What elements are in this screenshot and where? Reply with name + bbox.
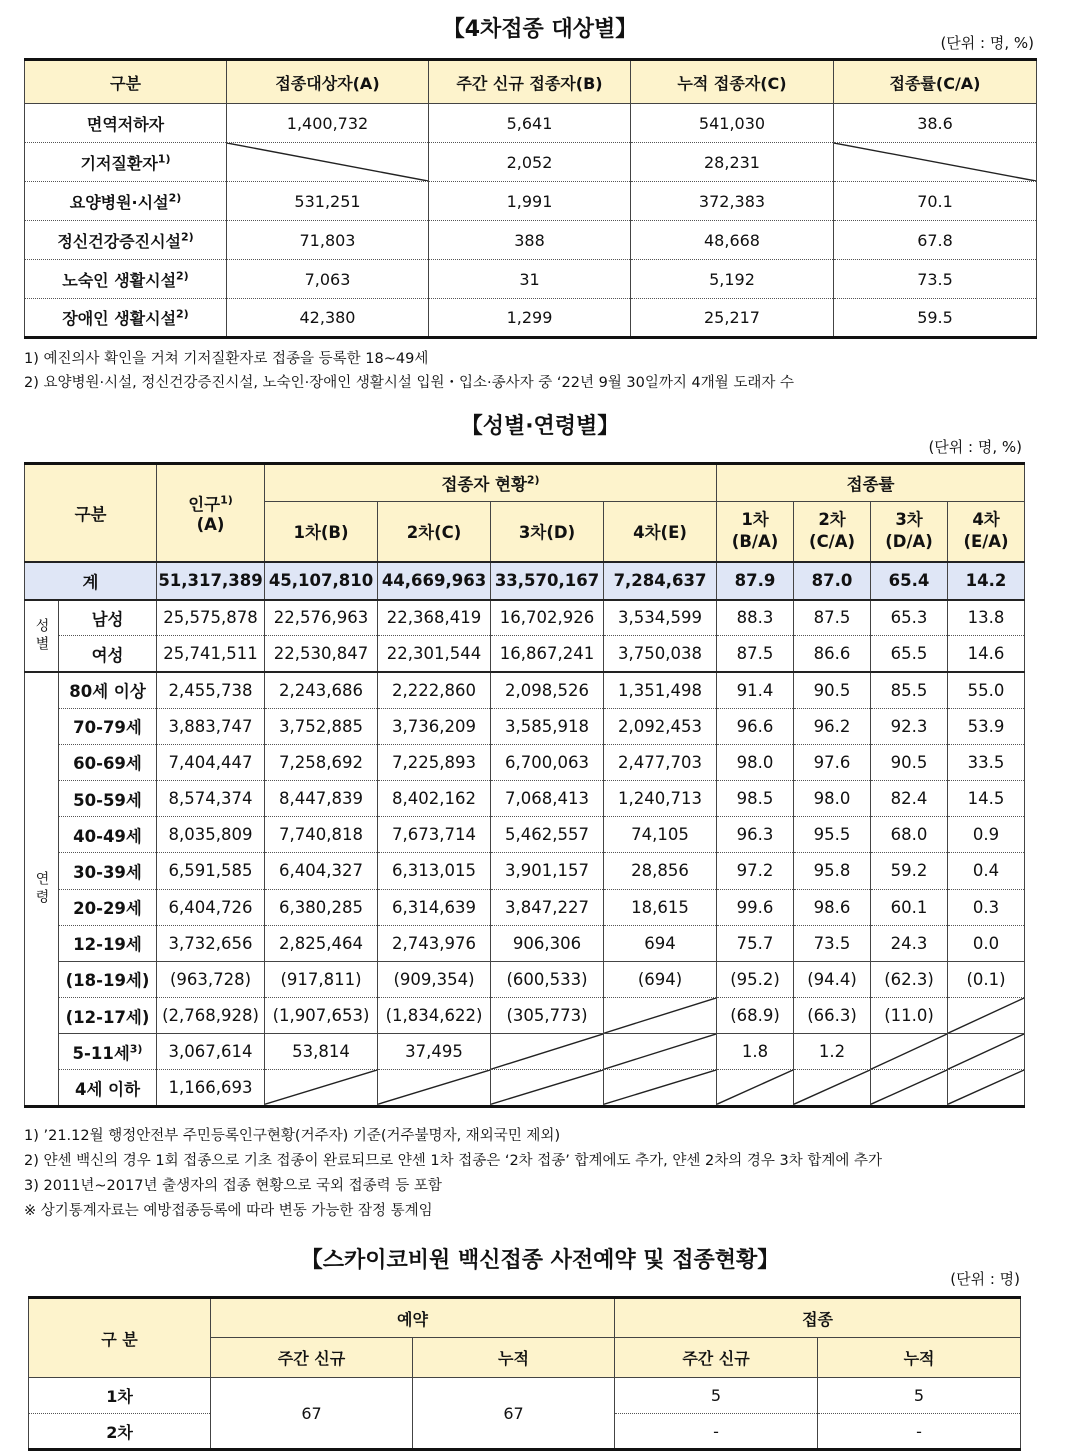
table1-header-row (25, 60, 1037, 104)
t2-cell: 96.2 (794, 708, 871, 744)
t1-cell: 25,217 (631, 299, 834, 338)
t2-cell: (1,907,653) (265, 998, 378, 1034)
t1-cell-empty (834, 143, 1037, 182)
t2-header-pop-sup: 1) (220, 493, 233, 507)
diagonal-slash-icon (491, 1070, 603, 1104)
t1-row-label-text: 요양병원·시설 (69, 192, 169, 212)
t2-cell-empty (871, 1070, 948, 1106)
t2-header-rate: 접종률 (717, 464, 1025, 502)
t2-cell: 694 (604, 925, 717, 961)
t2-cell: (600,533) (491, 961, 604, 997)
t2-cell: (68.9) (717, 998, 794, 1034)
t2-cell: 51,317,389 (157, 562, 265, 600)
t2-row-label: 60-69세 (59, 744, 157, 780)
t2-cell: 3,883,747 (157, 708, 265, 744)
t2-cell: 65.4 (871, 562, 948, 600)
table2 (24, 462, 1025, 1108)
t2-cell: 82.4 (871, 780, 948, 816)
t2-row-age (25, 744, 1025, 780)
t2-cell: 3,847,227 (491, 889, 604, 925)
t2-cell: (909,354) (378, 961, 491, 997)
t2-cell: (11.0) (871, 998, 948, 1034)
t2-cell: 87.9 (717, 562, 794, 600)
diagonal-slash-icon (948, 1070, 1024, 1104)
t2-header-population (157, 464, 265, 562)
t2-cell: 98.0 (717, 744, 794, 780)
t2-cell: 6,404,726 (157, 889, 265, 925)
t1-cell: 2,052 (429, 143, 631, 182)
t3-header-vacc: 접종 (615, 1298, 1021, 1338)
t2-cell: 8,447,839 (265, 780, 378, 816)
t1-header-cumulative: 누적 접종자(C) (631, 60, 834, 104)
t2-row-age (25, 780, 1025, 816)
t2-cell: 24.3 (871, 925, 948, 961)
table2-note-1: 1) ’21.12월 행정안전부 주민등록인구현황(거주자) 기준(거주불명자, 재외국민 제외) (24, 1128, 561, 1144)
diagonal-slash-icon (717, 1070, 793, 1104)
t2-header-dose-2: 2차(C) (378, 502, 491, 562)
t2-cell: 14.6 (948, 636, 1025, 672)
t2-cell: 3,901,157 (491, 853, 604, 889)
t1-cell: 73.5 (834, 260, 1037, 299)
t1-cell: 71,803 (227, 221, 429, 260)
t2-row-label: 12-19세 (59, 925, 157, 961)
t1-row-label (25, 143, 227, 182)
t2-cell: 1,166,693 (157, 1070, 265, 1106)
t2-cell: 85.5 (871, 672, 948, 708)
t1-cell: 38.6 (834, 104, 1037, 143)
t2-row-label: 여성 (59, 636, 157, 672)
t2-cell: 7,258,692 (265, 744, 378, 780)
t2-cell: 2,243,686 (265, 672, 378, 708)
t2-header-rate-2 (794, 502, 871, 562)
t2-header-rate-4 (948, 502, 1025, 562)
t2-header-rate-label: 3차 (895, 510, 923, 530)
t3-header-reserve: 예약 (211, 1298, 615, 1338)
t2-cell: (305,773) (491, 998, 604, 1034)
t1-row (25, 260, 1037, 299)
t2-cell: 98.6 (794, 889, 871, 925)
t2-cell: 99.6 (717, 889, 794, 925)
t2-cell-empty (491, 1070, 604, 1106)
t2-cell: 98.0 (794, 780, 871, 816)
t1-row-label (25, 260, 227, 299)
t2-row-subage (25, 998, 1025, 1034)
t3-reserve-weekly: 67 (211, 1378, 413, 1450)
t2-cell: (95.2) (717, 961, 794, 997)
t2-row-label: 남성 (59, 600, 157, 636)
t2-cell: 1,240,713 (604, 780, 717, 816)
t1-cell: 28,231 (631, 143, 834, 182)
diagonal-slash-icon (871, 1070, 947, 1104)
t1-row (25, 221, 1037, 260)
t2-row-subage (25, 961, 1025, 997)
t3-header-gubun: 구 분 (29, 1298, 211, 1378)
t2-header-gubun: 구분 (25, 464, 157, 562)
t2-cell: 86.6 (794, 636, 871, 672)
t3-row-2-label: 2차 (29, 1414, 211, 1450)
t2-row-label: (12-17세) (59, 998, 157, 1034)
t2-row-label-sup: 3) (129, 1042, 143, 1056)
t2-header-rate-3 (871, 502, 948, 562)
t2-cell: 3,752,885 (265, 708, 378, 744)
t2-cell: 55.0 (948, 672, 1025, 708)
t1-cell: 372,383 (631, 182, 834, 221)
t2-cell: 3,585,918 (491, 708, 604, 744)
t2-cell: 53.9 (948, 708, 1025, 744)
t1-row-label-text: 면역저하자 (86, 114, 165, 134)
t2-cell: 25,575,878 (157, 600, 265, 636)
t2-row-label: 4세 이하 (59, 1070, 157, 1106)
diagonal-slash-icon (871, 1034, 947, 1069)
t2-cell: 37,495 (378, 1034, 491, 1070)
t2-row-label: 40-49세 (59, 817, 157, 853)
t2-cell: 22,530,847 (265, 636, 378, 672)
t1-cell: 67.8 (834, 221, 1037, 260)
t2-cell: 96.3 (717, 817, 794, 853)
t2-header-rate-1 (717, 502, 794, 562)
t2-group-age: 연령 (25, 672, 59, 1106)
t2-header-status-label: 접종자 현황 (441, 475, 527, 494)
t2-cell: (917,811) (265, 961, 378, 997)
t2-row-age (25, 708, 1025, 744)
t2-cell: 91.4 (717, 672, 794, 708)
diagonal-slash-icon (491, 1034, 603, 1069)
t1-row-label-text: 기저질환자 (80, 153, 158, 173)
table1-note-1: 1) 예진의사 확인을 거쳐 기저질환자로 접종을 등록한 18~49세 (24, 351, 429, 367)
t2-cell: 73.5 (794, 925, 871, 961)
t2-cell-empty (604, 998, 717, 1034)
t2-row-age (25, 817, 1025, 853)
t2-row-label: 80세 이상 (59, 672, 157, 708)
diagonal-slash-icon (378, 1070, 490, 1104)
t2-cell: (694) (604, 961, 717, 997)
t2-cell-empty (265, 1070, 378, 1106)
t2-cell-empty (491, 1034, 604, 1070)
table2-note-2: 2) 얀센 백신의 경우 1회 접종으로 기초 접종이 완료되므로 얀센 1차 접종은 ‘2차 접종’ 합계에도 추가, 얀센 2차의 경우 3차 합계에 추가 (24, 1153, 882, 1169)
t2-cell: 87.5 (717, 636, 794, 672)
t1-cell: 5,641 (429, 104, 631, 143)
t2-cell: 87.5 (794, 600, 871, 636)
t2-row-label: 50-59세 (59, 780, 157, 816)
t2-cell: 16,867,241 (491, 636, 604, 672)
t2-header-rate-formula: (B/A) (731, 532, 779, 552)
t3-vacc1-weekly: 5 (615, 1378, 818, 1414)
t2-cell: 0.9 (948, 817, 1025, 853)
t2-cell: 90.5 (794, 672, 871, 708)
t3-header-reserve-weekly: 주간 신규 (211, 1338, 413, 1378)
t2-cell: 3,534,599 (604, 600, 717, 636)
t2-cell: 0.0 (948, 925, 1025, 961)
t2-cell: 8,035,809 (157, 817, 265, 853)
table3 (28, 1296, 1021, 1451)
table3-unit: (단위 : 명) (950, 1270, 1020, 1288)
t1-header-gubun: 구분 (25, 60, 227, 104)
t2-cell: 2,455,738 (157, 672, 265, 708)
diagonal-slash-icon (948, 1034, 1024, 1069)
table2-unit: (단위 : 명, %) (928, 438, 1022, 456)
t2-cell: 6,380,285 (265, 889, 378, 925)
t1-row-label-sup: 2) (176, 269, 189, 283)
t1-cell: 7,063 (227, 260, 429, 299)
t3-header-vacc-weekly: 주간 신규 (615, 1338, 818, 1378)
t1-row-label-sup: 2) (168, 191, 182, 205)
t2-row-label: 30-39세 (59, 853, 157, 889)
t2-row-total (25, 562, 1025, 600)
t2-row-label: 70-79세 (59, 708, 157, 744)
t2-cell-empty (948, 998, 1025, 1034)
t2-header-pop-a: (A) (196, 515, 225, 535)
t1-row-label (25, 182, 227, 221)
t2-row-under4 (25, 1070, 1025, 1106)
t2-cell: 74,105 (604, 817, 717, 853)
t2-cell: 7,068,413 (491, 780, 604, 816)
t1-cell: 541,030 (631, 104, 834, 143)
t1-header-target: 접종대상자(A) (227, 60, 429, 104)
t2-cell: 22,301,544 (378, 636, 491, 672)
t2-cell: 7,673,714 (378, 817, 491, 853)
t3-vacc2-weekly: - (615, 1414, 818, 1450)
t2-cell: 92.3 (871, 708, 948, 744)
t1-cell: 59.5 (834, 299, 1037, 338)
t2-cell: 3,750,038 (604, 636, 717, 672)
t2-header-dose-1: 1차(B) (265, 502, 378, 562)
t2-header-status-sup: 2) (526, 473, 540, 487)
t1-row-label-sup: 2) (180, 230, 194, 244)
t2-cell-empty (948, 1070, 1025, 1106)
t2-cell: 6,404,327 (265, 853, 378, 889)
t1-cell: 42,380 (227, 299, 429, 338)
t2-cell: 7,225,893 (378, 744, 491, 780)
t2-cell: 14.2 (948, 562, 1025, 600)
t2-header-rate-formula: (D/A) (885, 532, 933, 552)
t1-row (25, 104, 1037, 143)
t1-cell: 531,251 (227, 182, 429, 221)
t2-cell: (963,728) (157, 961, 265, 997)
t2-cell-empty (871, 1034, 948, 1070)
t2-cell: 7,740,818 (265, 817, 378, 853)
t2-cell: 18,615 (604, 889, 717, 925)
t2-cell: 6,314,639 (378, 889, 491, 925)
t1-cell: 70.1 (834, 182, 1037, 221)
t2-row-age (25, 925, 1025, 961)
t1-cell: 48,668 (631, 221, 834, 260)
t1-row (25, 182, 1037, 221)
t1-row (25, 143, 1037, 182)
t3-header-reserve-cum: 누적 (413, 1338, 615, 1378)
t2-cell: 22,576,963 (265, 600, 378, 636)
t1-row-label (25, 299, 227, 338)
t2-cell: 25,741,511 (157, 636, 265, 672)
t2-row-label (59, 1034, 157, 1070)
t2-cell: 3,067,614 (157, 1034, 265, 1070)
t2-cell: 75.7 (717, 925, 794, 961)
diagonal-slash-icon (834, 143, 1036, 181)
t2-cell: 6,700,063 (491, 744, 604, 780)
t2-cell: 7,404,447 (157, 744, 265, 780)
t2-cell: 3,732,656 (157, 925, 265, 961)
table1-unit: (단위 : 명, %) (940, 34, 1034, 52)
t1-cell: 1,400,732 (227, 104, 429, 143)
t2-cell-empty (378, 1070, 491, 1106)
t2-cell: 44,669,963 (378, 562, 491, 600)
t2-cell: 13.8 (948, 600, 1025, 636)
t2-cell: 2,092,453 (604, 708, 717, 744)
t2-cell: 1.8 (717, 1034, 794, 1070)
t3-vacc1-cum: 5 (818, 1378, 1021, 1414)
t2-cell: 14.5 (948, 780, 1025, 816)
t2-cell: 3,736,209 (378, 708, 491, 744)
t2-cell: 2,743,976 (378, 925, 491, 961)
t1-row-label (25, 104, 227, 143)
diagonal-slash-icon (948, 998, 1024, 1033)
t2-header-dose-4: 4차(E) (604, 502, 717, 562)
t1-cell: 31 (429, 260, 631, 299)
t2-cell: 1.2 (794, 1034, 871, 1070)
t1-row-label-sup: 1) (157, 152, 171, 166)
t2-cell: 0.4 (948, 853, 1025, 889)
t2-cell: 87.0 (794, 562, 871, 600)
t1-row (25, 299, 1037, 338)
t2-cell-empty (794, 1070, 871, 1106)
t2-cell-empty (717, 1070, 794, 1106)
diagonal-slash-icon (604, 1070, 716, 1104)
table1-note-2: 2) 요양병원·시설, 정신건강증진시설, 노숙인·장애인 생활시설 입원・입소·종사자 중 ‘22년 9월 30일까지 4개월 도래자 수 (24, 375, 794, 391)
t2-header-rate-label: 1차 (741, 510, 769, 530)
t2-cell: 68.0 (871, 817, 948, 853)
t2-row-label-text: 5-11세 (72, 1043, 130, 1063)
t1-cell: 5,192 (631, 260, 834, 299)
t2-cell: 1,351,498 (604, 672, 717, 708)
t1-header-rate: 접종률(C/A) (834, 60, 1037, 104)
diagonal-slash-icon (265, 1070, 377, 1104)
t1-row-label-text: 노숙인 생활시설 (62, 270, 177, 290)
diagonal-slash-icon (227, 143, 428, 181)
t2-cell: (2,768,928) (157, 998, 265, 1034)
t2-cell: 906,306 (491, 925, 604, 961)
t3-header-vacc-cum: 누적 (818, 1338, 1021, 1378)
t2-cell: 16,702,926 (491, 600, 604, 636)
t2-row-sex (25, 600, 1025, 636)
t2-cell-empty (604, 1034, 717, 1070)
t2-cell: 22,368,419 (378, 600, 491, 636)
t2-cell: 97.6 (794, 744, 871, 780)
t2-cell: 2,477,703 (604, 744, 717, 780)
t2-row-label: 20-29세 (59, 889, 157, 925)
t2-cell: (94.4) (794, 961, 871, 997)
t2-row-age (25, 853, 1025, 889)
t2-cell: 28,856 (604, 853, 717, 889)
t2-row-label: (18-19세) (59, 961, 157, 997)
t2-cell: (62.3) (871, 961, 948, 997)
t1-cell: 1,299 (429, 299, 631, 338)
t3-reserve-cum: 67 (413, 1378, 615, 1450)
t2-cell: 90.5 (871, 744, 948, 780)
t2-cell: 53,814 (265, 1034, 378, 1070)
t2-cell: (66.3) (794, 998, 871, 1034)
table1 (24, 58, 1037, 339)
t2-cell: 33,570,167 (491, 562, 604, 600)
t1-row-label (25, 221, 227, 260)
t1-header-weekly: 주간 신규 접종자(B) (429, 60, 631, 104)
table2-title: 【성별·연령별】 (460, 414, 620, 439)
t2-header-rate-label: 2차 (818, 510, 846, 530)
t2-header-rate-formula: (E/A) (963, 532, 1009, 552)
t3-row-1-label: 1차 (29, 1378, 211, 1414)
t2-cell: 95.5 (794, 817, 871, 853)
t1-row-label-text: 장애인 생활시설 (62, 309, 177, 328)
t2-cell: 2,825,464 (265, 925, 378, 961)
t2-cell: 96.6 (717, 708, 794, 744)
t3-row-1 (29, 1378, 1021, 1414)
t2-cell: 33.5 (948, 744, 1025, 780)
t2-total-label: 계 (25, 562, 157, 600)
t2-cell: (1,834,622) (378, 998, 491, 1034)
t2-cell: 45,107,810 (265, 562, 378, 600)
t2-cell: 8,574,374 (157, 780, 265, 816)
t2-cell: 95.8 (794, 853, 871, 889)
t1-cell: 388 (429, 221, 631, 260)
t2-header-rate-formula: (C/A) (809, 532, 856, 552)
t1-cell-empty (227, 143, 429, 182)
t2-cell: 8,402,162 (378, 780, 491, 816)
table3-title: 【스카이코비원 백신접종 사전예약 및 접종현황】 (300, 1248, 780, 1273)
t2-cell: 65.3 (871, 600, 948, 636)
t2-cell: 5,462,557 (491, 817, 604, 853)
table2-note-4: ※ 상기통계자료는 예방접종등록에 따라 변동 가능한 잠정 통계임 (24, 1203, 433, 1219)
t2-cell: 2,098,526 (491, 672, 604, 708)
t2-row-age (25, 889, 1025, 925)
t2-header-pop-label: 인구 (188, 495, 221, 515)
diagonal-slash-icon (604, 1034, 716, 1069)
t2-cell: 97.2 (717, 853, 794, 889)
t2-row-5-11 (25, 1034, 1025, 1070)
t2-cell: 88.3 (717, 600, 794, 636)
t1-row-label-text: 정신건강증진시설 (57, 231, 181, 251)
t2-cell: 59.2 (871, 853, 948, 889)
t2-cell-empty (604, 1070, 717, 1106)
t1-cell: 1,991 (429, 182, 631, 221)
diagonal-slash-icon (604, 998, 716, 1033)
t2-cell: 0.3 (948, 889, 1025, 925)
t2-header-rate-label: 4차 (972, 510, 1000, 530)
t2-row-age (25, 672, 1025, 708)
t2-cell: 6,591,585 (157, 853, 265, 889)
t2-header-status (265, 464, 717, 502)
t2-cell-empty (948, 1034, 1025, 1070)
t2-cell: 60.1 (871, 889, 948, 925)
t2-cell: 98.5 (717, 780, 794, 816)
t2-cell: 2,222,860 (378, 672, 491, 708)
t2-cell: (0.1) (948, 961, 1025, 997)
t2-cell: 6,313,015 (378, 853, 491, 889)
diagonal-slash-icon (794, 1070, 870, 1104)
t2-row-sex (25, 636, 1025, 672)
table1-title: 【4차접종 대상별】 (442, 17, 638, 42)
t2-group-sex: 성별 (25, 600, 59, 672)
t1-row-label-sup: 2) (176, 307, 189, 321)
t2-cell: 7,284,637 (604, 562, 717, 600)
t2-cell: 65.5 (871, 636, 948, 672)
t2-header-dose-3: 3차(D) (491, 502, 604, 562)
table2-note-3: 3) 2011년~2017년 출생자의 접종 현황으로 국외 접종력 등 포함 (24, 1178, 442, 1194)
t3-vacc2-cum: - (818, 1414, 1021, 1450)
